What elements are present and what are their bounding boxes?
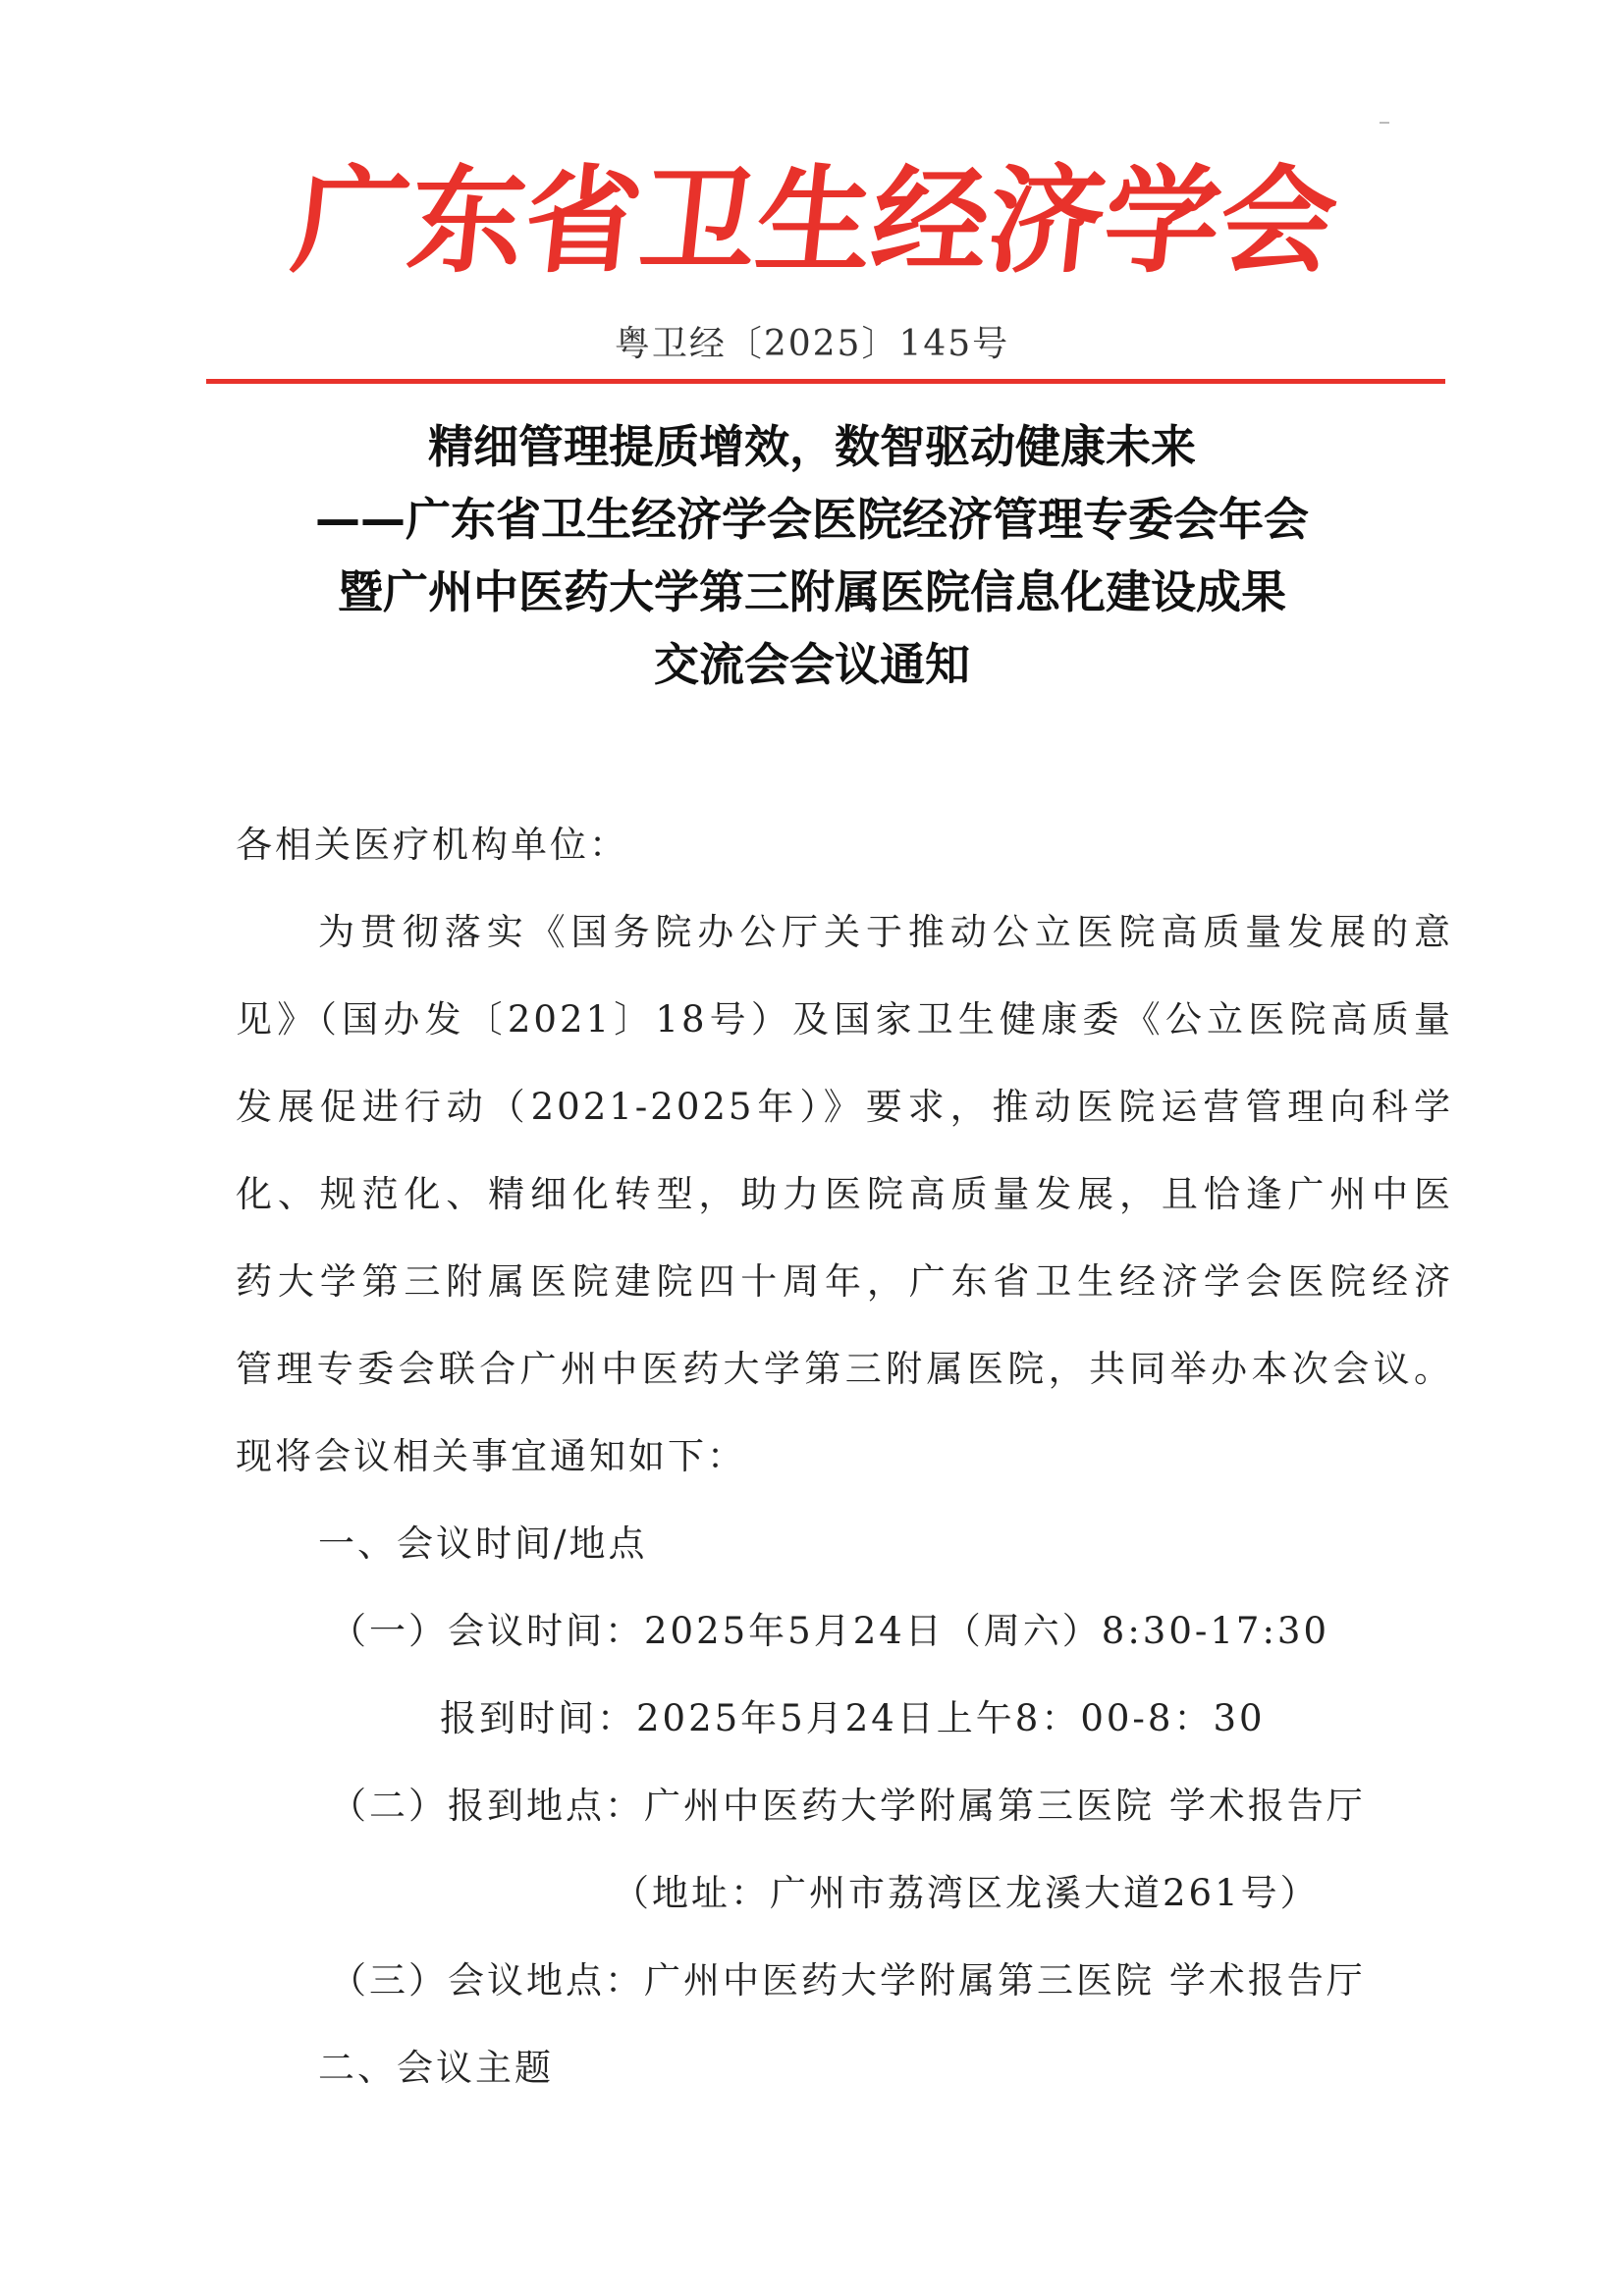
- section-heading: 二、会议主题: [318, 2047, 554, 2089]
- title-line: 暨广州中医药大学第三附属医院信息化建设成果: [338, 565, 1286, 618]
- letterhead-char: 生: [749, 153, 881, 289]
- letterhead-char: 经: [865, 153, 997, 289]
- paragraph-line: 现将会议相关事宜通知如下：: [236, 1435, 746, 1477]
- section-heading: 一、会议时间/地点: [318, 1522, 648, 1565]
- letterhead-char: 济: [981, 153, 1112, 289]
- letterhead-char: 学: [1097, 153, 1228, 289]
- letterhead-char: 省: [517, 153, 649, 289]
- registration-time: 报到时间：2025年5月24日上午8：00-8：30: [440, 1697, 1266, 1739]
- title-line: 交流会会议通知: [654, 638, 970, 691]
- paragraph-line: 为贯彻落实《国务院办公厅关于推动公立医院高质量发展的意: [318, 911, 1453, 953]
- letterhead: [286, 137, 1344, 289]
- letterhead-char: 会: [1213, 153, 1344, 289]
- paragraph-line: 管理专委会联合广州中医药大学第三附属医院，共同举办本次会议。: [236, 1348, 1453, 1390]
- letterhead-char: 卫: [633, 153, 765, 289]
- document-title: [0, 410, 1624, 701]
- title-line: 精细管理提质增效，数智驱动健康未来: [428, 420, 1196, 473]
- title-line: ——广东省卫生经济学会医院经济管理专委会年会: [315, 493, 1309, 546]
- scan-mark: [1380, 122, 1389, 124]
- salutation: 各相关医疗机构单位：: [236, 824, 628, 866]
- meeting-time: （一）会议时间：2025年5月24日（周六）8:30-17:30: [330, 1610, 1330, 1652]
- letterhead-char: 东: [402, 153, 533, 289]
- registration-location: （二）报到地点：广州中医药大学附属第三医院 学术报告厅: [330, 1785, 1366, 1827]
- document-body: [236, 815, 1453, 2125]
- paragraph-line: 药大学第三附属医院建院四十周年，广东省卫生经济学会医院经济: [236, 1260, 1453, 1303]
- letterhead-char: 广: [286, 153, 417, 289]
- document-number: 粤卫经〔2025〕145号: [614, 324, 1010, 364]
- paragraph-line: 发展促进行动（2021-2025年）》要求，推动医院运营管理向科学: [236, 1086, 1453, 1128]
- address: （地址：广州市荔湾区龙溪大道261号）: [613, 1872, 1320, 1914]
- paragraph-line: 化、规范化、精细化转型，助力医院高质量发展，且恰逢广州中医: [236, 1173, 1453, 1215]
- paragraph-line: 见》（国办发〔2021〕18号）及国家卫生健康委《公立医院高质量: [236, 998, 1453, 1041]
- meeting-location: （三）会议地点：广州中医药大学附属第三医院 学术报告厅: [330, 1959, 1366, 2002]
- red-divider: [206, 379, 1445, 384]
